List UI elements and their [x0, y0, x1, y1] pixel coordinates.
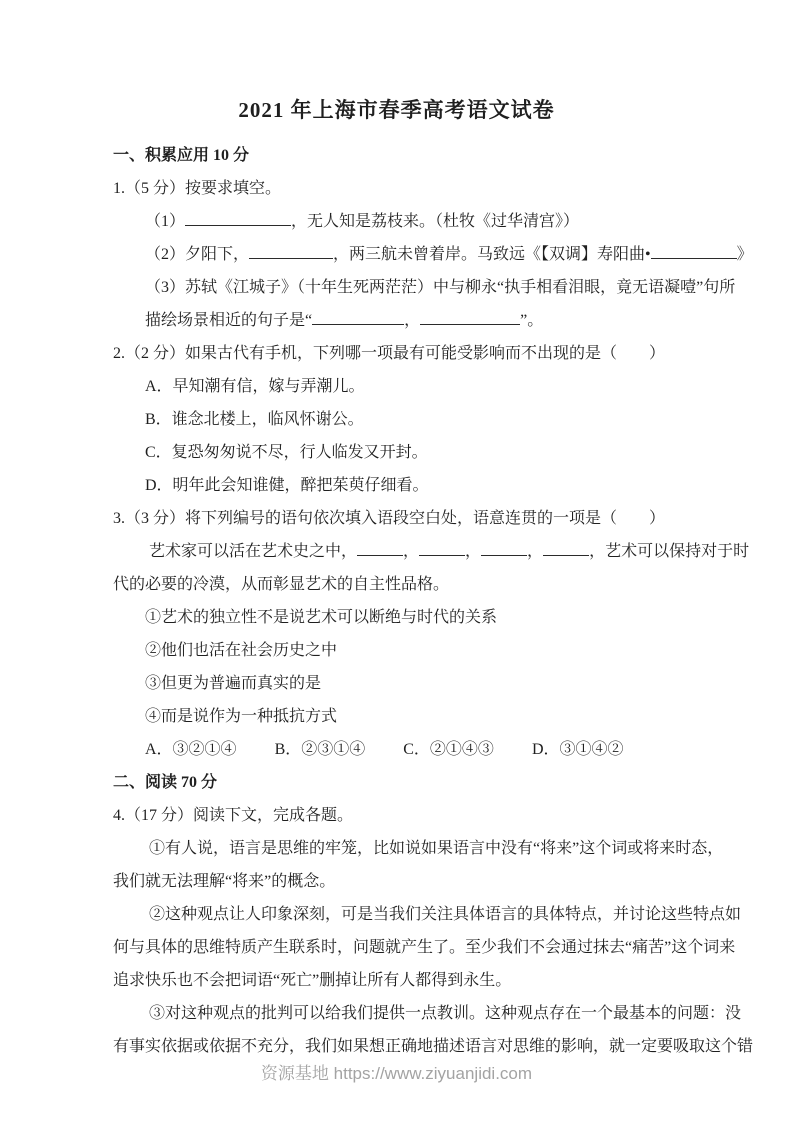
text-line: [113, 238, 753, 271]
text-segment: ②他们也活在社会历史之中: [145, 642, 338, 659]
text-line: [113, 205, 680, 238]
fill-blank: [312, 310, 404, 325]
section-heading: [113, 766, 680, 799]
text-line: [113, 469, 680, 502]
document-content: [113, 94, 754, 1063]
text-segment: A．③②①④: [145, 741, 237, 758]
text-segment: ，: [404, 312, 421, 329]
text-line: [113, 667, 680, 700]
text-line: [113, 568, 680, 601]
text-line: [113, 799, 680, 832]
text-segment: 描绘场景相近的句子是“: [145, 312, 313, 329]
text-segment: B．谁念北楼上，临风怀谢公。: [145, 411, 364, 428]
text-line: [113, 601, 680, 634]
text-line: [113, 634, 680, 667]
fill-blank: [249, 244, 333, 259]
text-segment: B．②③①④: [274, 741, 366, 758]
text-segment: ，无人知是荔枝来。（杜牧《过华清宫》）: [291, 213, 580, 230]
text-line: [113, 535, 750, 568]
text-line: [113, 865, 680, 898]
text-line: [113, 700, 680, 733]
text-segment: D．③①④②: [531, 741, 624, 758]
fill-blank: [420, 310, 520, 325]
text-segment: 二、阅读 70 分: [113, 774, 218, 791]
text-segment: ，: [527, 543, 544, 560]
text-segment: ③对这种观点的批判可以给我们提供一点教训。这种观点存在一个最基本的问题：没: [149, 1005, 742, 1022]
text-segment: ，两三航未曾着岸。马致远《【双调】寿阳曲•: [333, 246, 651, 263]
text-segment: ④而是说作为一种抵抗方式: [145, 708, 338, 725]
text-segment: 一、积累应用 10 分: [113, 147, 250, 164]
text-segment: （1）: [145, 213, 186, 230]
text-line: [113, 733, 680, 766]
footer-watermark: 资源基地 https://www.ziyuanjidi.com: [260, 1064, 533, 1083]
text-segment: ，艺术可以保持对于时: [589, 543, 750, 560]
text-segment: ③但更为普遍而真实的是: [145, 675, 322, 692]
text-line: [113, 997, 742, 1030]
text-line: [113, 172, 680, 205]
text-segment: ，: [403, 543, 420, 560]
text-segment: 3.（3 分）将下列编号的语句依次填入语段空白处，语意连贯的一项是（ ）: [113, 510, 666, 527]
fill-blank: [185, 211, 291, 226]
text-segment: ”。: [520, 312, 544, 329]
text-segment: 追求快乐也不会把词语“死亡”删掉让所有人都得到永生。: [113, 972, 512, 989]
text-segment: 4.（17 分）阅读下文，完成各题。: [113, 807, 354, 824]
text-line: [113, 304, 680, 337]
text-segment: 有事实依据或依据不充分，我们如果想正确地描述语言对思维的影响，就一定要吸取这个错: [113, 1038, 754, 1055]
text-line: [113, 436, 680, 469]
text-segment: 》: [736, 246, 753, 263]
fill-blank: [481, 541, 527, 556]
fill-blank: [651, 244, 737, 259]
text-line: [113, 898, 742, 931]
fill-blank: [543, 541, 589, 556]
text-segment: 何与具体的思维特质产生联系时，问题就产生了。至少我们不会通过抹去“痛苦”这个词来: [113, 939, 736, 956]
text-line: [113, 337, 680, 370]
text-segment: ①有人说，语言是思维的牢笼，比如说如果语言中没有“将来”这个词或将来时态，: [149, 840, 724, 857]
text-segment: （3）苏轼《江城子》（十年生死两茫茫）中与柳永“执手相看泪眼，竟无语凝噎”句所: [145, 279, 736, 296]
text-segment: C．复恐匆匆说不尽，行人临发又开封。: [145, 444, 428, 461]
text-segment: 1.（5 分）按要求填空。: [113, 180, 282, 197]
text-line: [113, 964, 680, 997]
text-segment: ②这种观点让人印象深刻，可是当我们关注具体语言的具体特点，并讨论这些特点如: [149, 906, 742, 923]
section-heading: [113, 139, 680, 172]
fill-blank: [419, 541, 465, 556]
text-segment: C．②①④③: [403, 741, 494, 758]
text-line: [113, 832, 724, 865]
text-segment: 我们就无法理解“将来”的概念。: [113, 873, 336, 890]
text-segment: 2.（2 分）如果古代有手机，下列哪一项最有可能受影响而不出现的是（ ）: [113, 345, 666, 362]
text-segment: ，: [465, 543, 482, 560]
document-body: [113, 139, 754, 1063]
text-line: [113, 403, 680, 436]
text-line: [113, 271, 736, 304]
text-line: [113, 931, 736, 964]
fill-blank: [357, 541, 403, 556]
text-line: [113, 502, 680, 535]
text-line: [113, 370, 680, 403]
text-segment: （2）夕阳下，: [145, 246, 250, 263]
text-segment: D．明年此会知谁健，醉把茱萸仔细看。: [145, 477, 429, 494]
text-segment: ①艺术的独立性不是说艺术可以断绝与时代的关系: [145, 609, 498, 626]
text-segment: 艺术家可以活在艺术史之中，: [149, 543, 358, 560]
text-segment: 代的必要的冷漠，从而彰显艺术的自主性品格。: [113, 576, 450, 593]
text-segment: A．早知潮有信，嫁与弄潮儿。: [145, 378, 365, 395]
text-line: [113, 1030, 754, 1063]
page-title: 2021 年上海市春季高考语文试卷: [238, 98, 555, 122]
